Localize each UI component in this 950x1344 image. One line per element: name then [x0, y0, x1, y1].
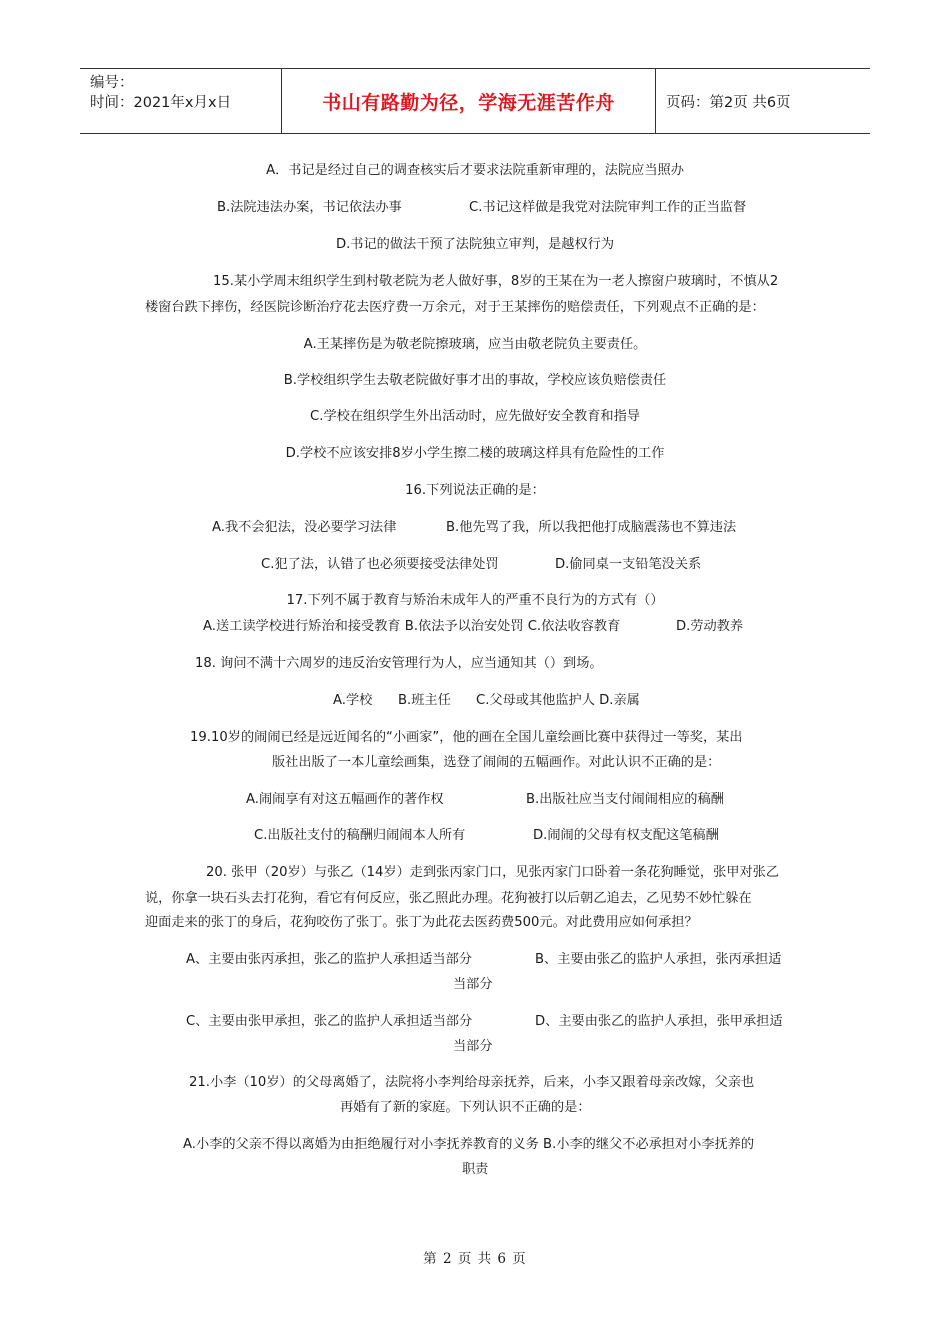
- question-20-text: 20. 张甲（20岁）与张乙（14岁）走到张丙家门口，见张丙家门口卧着一条花狗睡觉，张甲对张乙: [206, 865, 780, 880]
- question-21-options: A.小李的父亲不得以离婚为由拒绝履行对小李抚养教育的义务 B.小李的继父不必承担对小李抚养的: [183, 1137, 755, 1152]
- option-line: D.书记的做法干预了法院独立审判，是越权行为: [335, 237, 615, 252]
- header-motto: 书山有路勤为径，学海无涯苦作舟: [282, 69, 656, 133]
- question-17-option-d: D.劳动教养: [676, 619, 744, 634]
- question-19-text: 19.10岁的闹闹已经是远近闻名的“小画家”，他的画在全国儿童绘画比赛中获得过一等奖，某出: [190, 730, 743, 745]
- question-19-text: 版社出版了一本儿童绘画集，选登了闹闹的五幅画作。对此认识不正确的是：: [272, 755, 721, 770]
- question-18-option-a: A.学校: [333, 693, 373, 708]
- question-15-option-c: C.学校在组织学生外出活动时，应先做好安全教育和指导: [310, 409, 640, 424]
- question-20-option-continuation: 当部分: [453, 977, 493, 992]
- header-page-info: 页码：第2页 共6页: [666, 94, 791, 111]
- document-date-label: 时间：2021年x月x日: [90, 95, 232, 111]
- question-21-text: 21.小李（10岁）的父母离婚了，法院将小李判给母亲抚养，后来，小李又跟着母亲改嫁，父亲也: [189, 1075, 755, 1090]
- question-20-text: 迎面走来的张丁的身后，花狗咬伤了张丁。张丁为此花去医药费500元。对此费用应如何承担？: [145, 915, 698, 930]
- question-15-text: 15.某小学周末组织学生到村敬老院为老人做好事，8岁的王某在为一老人擦窗户玻璃时，不慎从2: [213, 274, 779, 289]
- question-16-option-d: D.偷同桌一支铅笔没关系: [555, 557, 702, 572]
- question-18-option-cd: C.父母或其他监护人 D.亲属: [476, 693, 640, 708]
- question-20-option-c: C、主要由张甲承担，张乙的监护人承担适当部分: [186, 1014, 473, 1029]
- question-16-text: 16.下列说法正确的是：: [405, 483, 545, 498]
- question-20-option-continuation: 当部分: [453, 1039, 493, 1054]
- option-line: C.书记这样做是我党对法院审判工作的正当监督: [469, 200, 747, 215]
- question-15-option-d: D.学校不应该安排8岁小学生擦二楼的玻璃这样具有危险性的工作: [285, 446, 665, 461]
- question-15-option-b: B.学校组织学生去敬老院做好事才出的事故，学校应该负赔偿责任: [283, 373, 667, 388]
- page-footer: 第 2 页 共 6 页: [423, 1251, 527, 1267]
- option-line: A．书记是经过自己的调查核实后才要求法院重新审理的，法院应当照办: [266, 163, 684, 178]
- question-16-option-b: B.他先骂了我，所以我把他打成脑震荡也不算违法: [446, 520, 737, 535]
- question-20-text: 说，你拿一块石头去打花狗，看它有何反应，张乙照此办理。花狗被打以后朝乙追去，乙见势不妙忙躲在: [145, 891, 752, 906]
- question-17-options: A.送工读学校进行矫治和接受教育 B.依法予以治安处罚 C.依法收容教育: [203, 619, 621, 634]
- question-19-option-a: A.闹闹享有对这五幅画作的著作权: [246, 792, 444, 807]
- question-21-text: 再婚有了新的家庭。下列认识不正确的是：: [340, 1100, 591, 1115]
- question-18-option-b: B.班主任: [398, 693, 451, 708]
- option-line: B.法院违法办案，书记依法办事: [217, 200, 402, 215]
- question-18-text: 18. 询问不满十六周岁的违反治安管理行为人，应当通知其（）到场。: [195, 656, 603, 671]
- question-16-option-c: C.犯了法，认错了也必须要接受法律处罚: [261, 557, 499, 572]
- question-20-option-d: D、主要由张乙的监护人承担，张甲承担适: [535, 1014, 783, 1029]
- question-19-option-c: C.出版社支付的稿酬归闹闹本人所有: [254, 828, 466, 843]
- question-19-option-b: B.出版社应当支付闹闹相应的稿酬: [526, 792, 724, 807]
- question-16-option-a: A.我不会犯法，没必要学习法律: [212, 520, 397, 535]
- question-17-text: 17.下列不属于教育与矫治未成年人的严重不良行为的方式有（）: [286, 593, 664, 608]
- question-20-option-b: B、主要由张乙的监护人承担，张丙承担适: [535, 952, 782, 967]
- question-15-option-a: A.王某摔伤是为敬老院擦玻璃，应当由敬老院负主要责任。: [303, 337, 647, 352]
- document-number-label: 编号：: [90, 75, 134, 91]
- question-21-options-continuation: 职责: [462, 1162, 489, 1177]
- question-20-option-a: A、主要由张丙承担，张乙的监护人承担适当部分: [186, 952, 472, 967]
- question-19-option-d: D.闹闹的父母有权支配这笔稿酬: [533, 828, 719, 843]
- question-15-text: 楼窗台跌下摔伤，经医院诊断治疗花去医疗费一万余元，对于王某摔伤的赔偿责任，下列观点不正确的是：: [145, 300, 765, 315]
